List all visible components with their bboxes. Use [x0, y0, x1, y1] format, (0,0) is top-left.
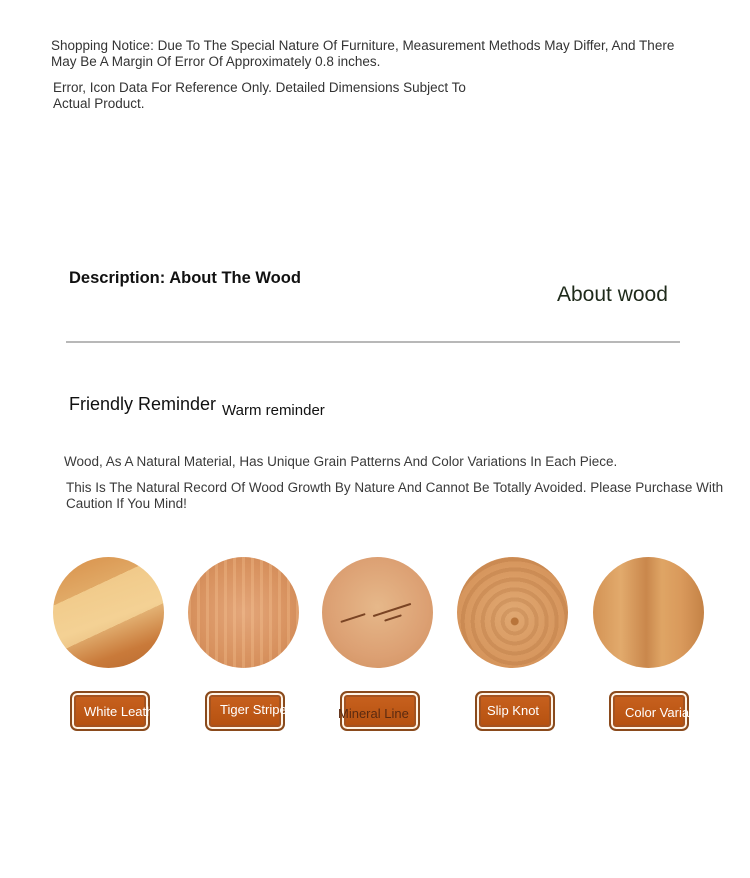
description-heading: Description: About The Wood — [69, 269, 301, 287]
sample-label-mineral-line: Mineral Line — [338, 706, 409, 721]
tiger-stripe-wood-sample-icon — [188, 557, 299, 668]
about-wood-heading: About wood — [557, 283, 668, 306]
white-leather-wood-sample-icon — [53, 557, 164, 668]
sample-label-color-variation: Color Variation — [625, 705, 711, 720]
shopping-notice-continued: Error, Icon Data For Reference Only. Detailed Dimensions Subject To Actual Product. — [53, 80, 466, 111]
warm-reminder-subheading: Warm reminder — [222, 402, 325, 419]
sample-label-tiger-stripe: Tiger Stripe — [220, 702, 287, 717]
mineral-line-wood-sample-icon — [322, 557, 433, 668]
shopping-notice-text: Shopping Notice: Due To The Special Nature Of Furniture, Measurement Methods May Differ, And There May Be A Margin Of Error Of Approximately 0.8 inches. — [51, 38, 675, 69]
sample-label-white-leather: White Leather — [84, 704, 165, 719]
color-variation-wood-sample-icon — [593, 557, 704, 668]
reminder-text-caution: This Is The Natural Record Of Wood Growth By Nature And Cannot Be Totally Avoided. Please Purchase With Caution If You Mind! — [66, 480, 724, 511]
friendly-reminder-heading: Friendly Reminder — [69, 394, 217, 414]
section-divider — [66, 341, 680, 343]
sample-label-slip-knot: Slip Knot — [487, 703, 540, 718]
slip-knot-wood-sample-icon — [457, 557, 568, 668]
reminder-text-grain: Wood, As A Natural Material, Has Unique Grain Patterns And Color Variations In Each Piece. — [64, 454, 618, 469]
